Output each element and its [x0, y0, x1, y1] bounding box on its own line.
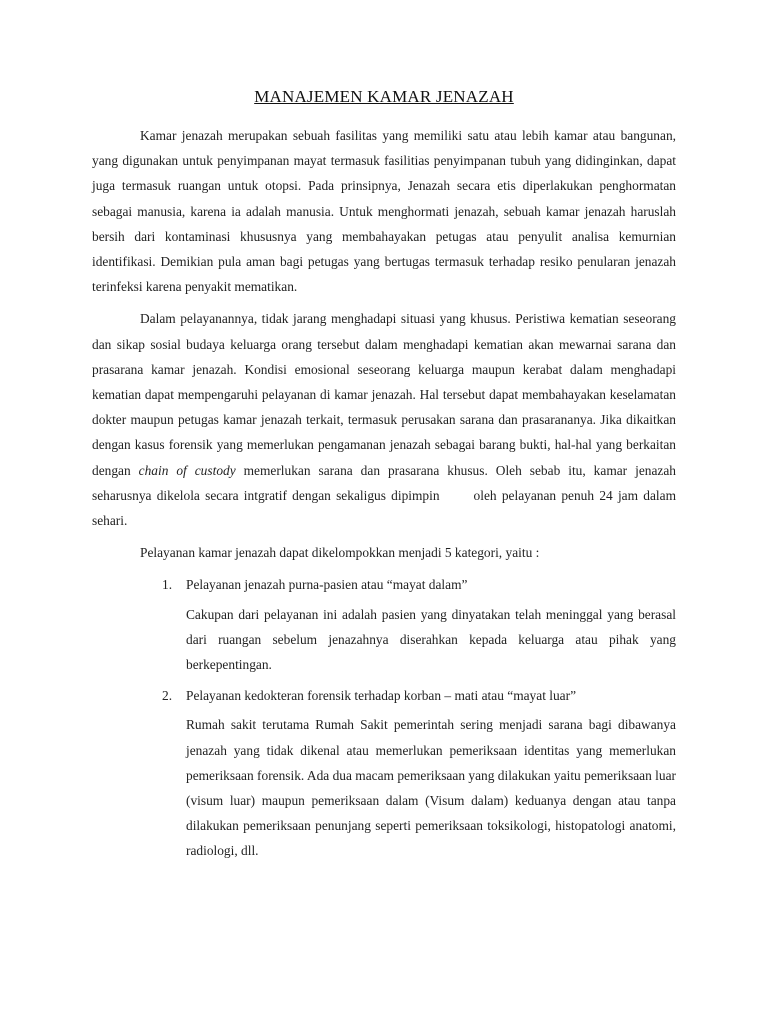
list-item-heading: [92, 683, 676, 708]
paragraph-categories: Pelayanan kamar jenazah dapat dikelompokkan menjadi 5 kategori, yaitu :: [140, 545, 540, 561]
list-item-title: Pelayanan kedokteran forensik terhadap korban – mati atau “mayat luar”: [186, 688, 577, 704]
document-title: MANAJEMEN KAMAR JENAZAH: [254, 87, 514, 106]
list-item-number: 1.: [162, 577, 173, 593]
list-item-body: Rumah sakit terutama Rumah Sakit pemerintah sering menjadi sarana bagi dibawanya jenazah yang tidak dikenal atau memerlukan pemeriksaan identitas yang memerlukan pemeriksaan forensik. Ada dua macam pemeriksaan yang dilakukan yaitu pemeriksaan luar (visum luar) maupun pemeriksaan dalam (Visum dalam) keduanya dengan atau tanpa dilakukan pemeriksaan penunjang seperti pemeriksaan toksikologi, histopatologi anatomi, radiologi, dll.: [186, 717, 676, 859]
paragraph-intro: Kamar jenazah merupakan sebuah fasilitas yang memiliki satu atau lebih kamar atau bangunan, yang digunakan untuk penyimpanan mayat termasuk fasilitias penyimpanan tubuh yang didinginkan, dapat juga termasuk ruangan untuk otopsi. Pada prinsipnya, Jenazah secara etis diperlakukan penghormatan sebagai manusia, karena ia adalah manusia. Untuk menghormati jenazah, sebuah kamar jenazah haruslah bersih dari kontaminasi khususnya yang membahayakan petugas atau penyulit analisa kemurnian identifikasi. Demikian pula aman bagi petugas yang bertugas termasuk terhadap resiko penularan jenazah terinfeksi karena penyakit mematikan.: [92, 128, 676, 295]
paragraph-services-text-end: memerlukan sarana dan prasarana khusus. Oleh sebab itu, kamar jenazah seharusnya dikelola secara intgratif dengan sekaligus dipimpin: [92, 462, 676, 503]
paragraph-services-tail: oleh pelayanan penuh 24 jam dalam sehari.: [92, 487, 676, 529]
paragraph-services: [92, 306, 676, 533]
paragraph-services-text-start: Dalam pelayanannya, tidak jarang menghadapi situasi yang khusus. Peristiwa kematian seseorang dan sikap sosial budaya keluarga orang tersebut dalam menghadapi kematian akan mewarnai sarana dan prasarana kamar jenazah. Kondisi emosional seseorang keluarga maupun kerabat dalam menghadapi kematian dapat mempengaruhi pelayanan di kamar jenazah. Hal tersebut dapat membahayakan keselamatan dokter maupun petugas kamar jenazah terkait, termasuk perusakan sarana dan prasarananya. Jika dikaitkan dengan kasus forensik yang memerlukan pengamanan jenazah sebagai barang bukti, hal-hal yang berkaitan dengan: [92, 311, 676, 478]
chain-of-custody-term: chain of custody: [138, 462, 236, 478]
list-item-title: Pelayanan jenazah purna-pasien atau “mayat dalam”: [186, 577, 468, 593]
list-item-heading: [92, 572, 676, 597]
list-item: [92, 683, 676, 863]
list-item-body: Cakupan dari pelayanan ini adalah pasien yang dinyatakan telah meninggal yang berasal dari ruangan sebelum jenazahnya diserahkan kepada keluarga atau pihak yang berkepentingan.: [186, 606, 676, 673]
category-list: [92, 572, 676, 863]
list-item: [92, 572, 676, 677]
list-item-number: 2.: [162, 688, 173, 704]
